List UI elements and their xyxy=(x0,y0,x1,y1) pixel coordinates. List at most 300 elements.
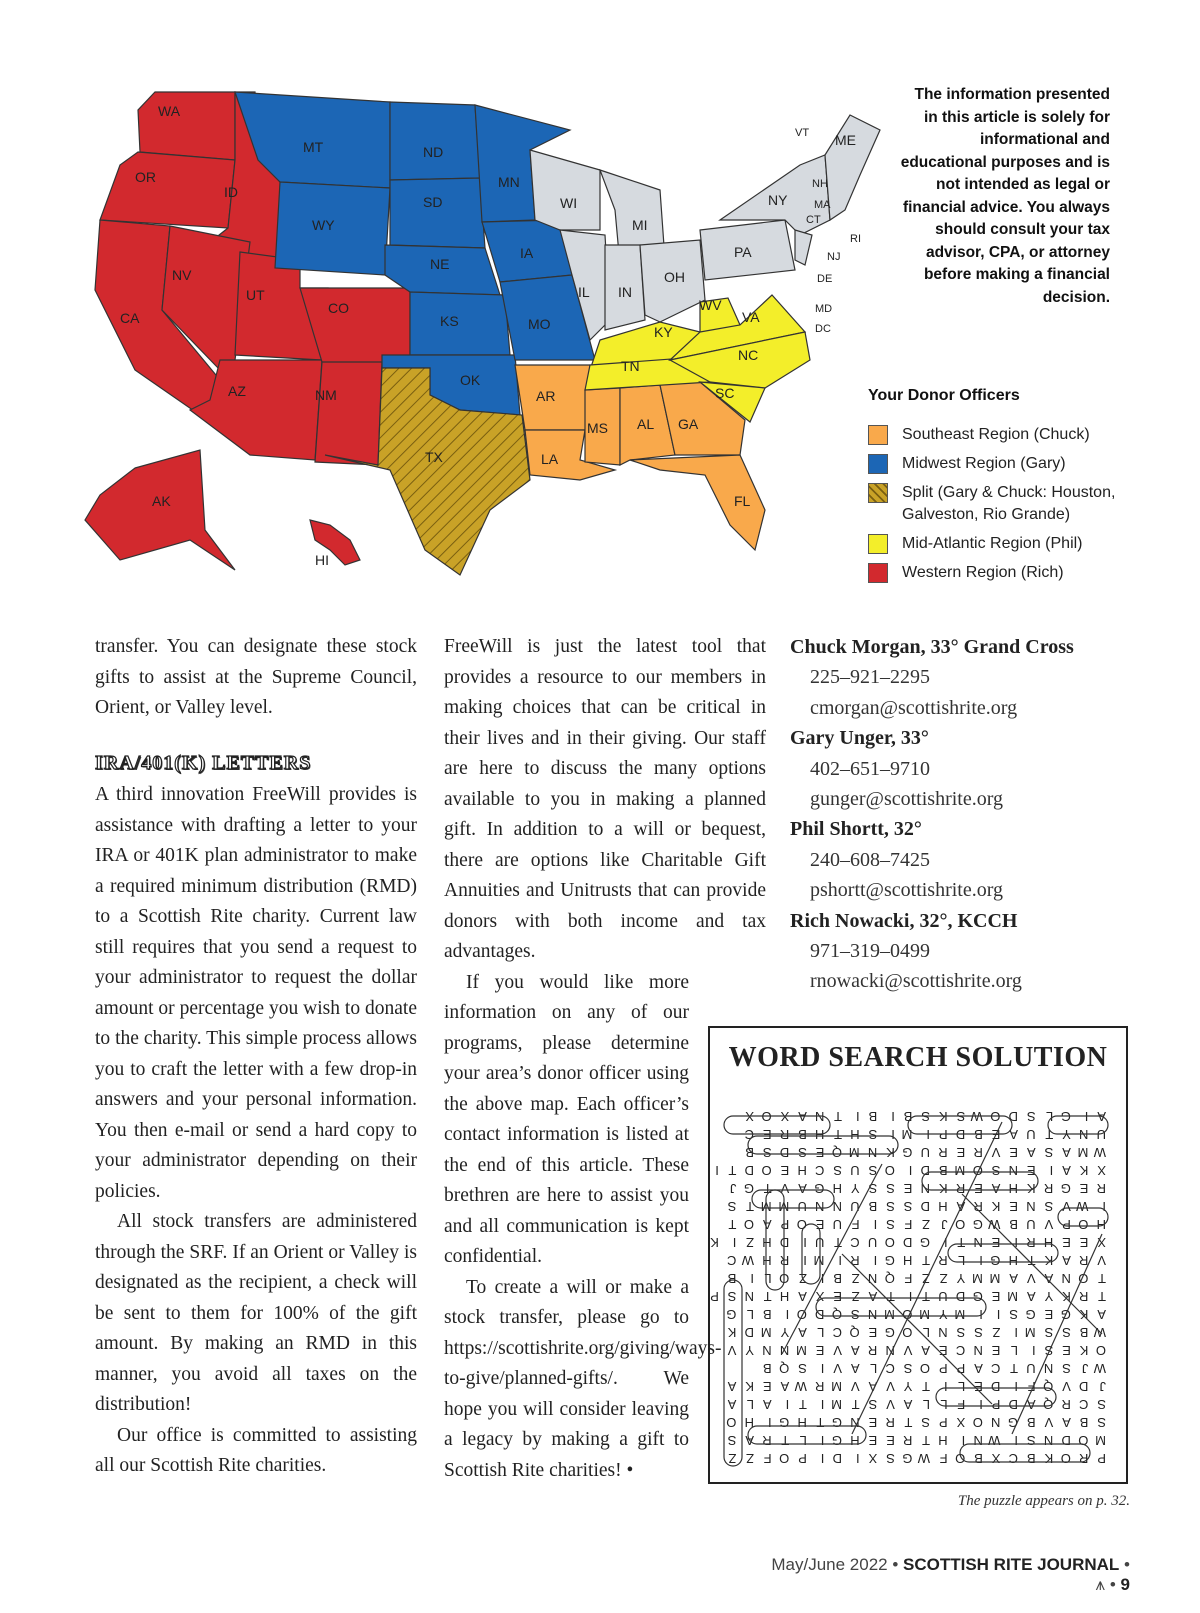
word-search-letter: E xyxy=(1079,1235,1089,1250)
word-search-letter: Y xyxy=(956,1271,966,1286)
word-search-letter: C xyxy=(850,1235,860,1250)
word-search-letter: O xyxy=(761,1163,772,1178)
word-search-letter: N xyxy=(832,1199,842,1214)
word-search-letter: I xyxy=(732,1235,737,1250)
word-search-letter: G xyxy=(814,1181,825,1196)
word-search-letter: E xyxy=(1009,1145,1018,1160)
word-search-letter: N xyxy=(938,1325,948,1340)
word-search-letter: B xyxy=(903,1109,913,1124)
svg-text:CO: CO xyxy=(328,300,349,316)
word-search-letter: B xyxy=(1079,1415,1089,1430)
word-search-letter: N xyxy=(744,1289,754,1304)
contact-name: Rich Nowacki, 32°, KCCH xyxy=(790,909,1018,932)
word-search-letter: A xyxy=(727,1379,737,1394)
svg-text:AK: AK xyxy=(152,493,171,509)
word-search-letter: S xyxy=(886,1199,895,1214)
word-search-letter: A xyxy=(1044,1271,1054,1286)
state-nj xyxy=(795,230,812,265)
word-search-letter: I xyxy=(996,1307,1001,1322)
word-search-letter: O xyxy=(902,1307,913,1322)
state-ne-states xyxy=(825,115,880,220)
svg-text:SC: SC xyxy=(715,385,735,401)
word-search-letter: E xyxy=(815,1145,825,1160)
word-search-letter: Z xyxy=(851,1271,860,1286)
word-search-letter: I xyxy=(1031,1343,1036,1358)
word-search-letter: R xyxy=(779,1253,790,1268)
word-search-letter: S xyxy=(727,1289,737,1304)
word-search-letter: T xyxy=(851,1397,860,1412)
word-search-letter: Z xyxy=(746,1235,754,1250)
word-search-letter: H xyxy=(797,1163,807,1178)
word-search-letter: A xyxy=(956,1199,966,1214)
word-search-letter: O xyxy=(1095,1343,1106,1358)
word-search-letter: M xyxy=(919,1307,930,1322)
word-search-letter: C xyxy=(991,1361,1001,1376)
word-search-letter: S xyxy=(798,1361,807,1376)
word-search-letter: H xyxy=(850,1433,860,1448)
word-search-letter: I xyxy=(1102,1199,1106,1214)
word-search-letter: K xyxy=(1079,1307,1089,1322)
word-search-letter: N xyxy=(815,1199,825,1214)
word-search-letter: A xyxy=(1062,1163,1071,1178)
word-search-letter: N xyxy=(920,1181,930,1196)
word-search-letter: O xyxy=(884,1163,895,1178)
word-search-letter: Y xyxy=(1062,1127,1071,1142)
word-search-letter: S xyxy=(1044,1343,1054,1358)
word-search-letter: C xyxy=(832,1325,842,1340)
svg-text:IA: IA xyxy=(520,245,534,261)
word-search-letter: D xyxy=(920,1163,930,1178)
word-search-letter: S xyxy=(886,1217,895,1232)
word-search-letter: H xyxy=(938,1199,948,1214)
word-search-letter: P xyxy=(780,1217,790,1232)
word-search-letter: V xyxy=(903,1343,913,1358)
word-search-letter: V xyxy=(727,1343,737,1358)
word-search-letter: O xyxy=(743,1217,754,1232)
word-search-letter: T xyxy=(922,1433,930,1448)
word-search-letter: X xyxy=(1097,1163,1106,1178)
word-search-letter: N xyxy=(779,1343,790,1358)
word-search-letter: K xyxy=(745,1379,754,1394)
word-search-letter: T xyxy=(1098,1289,1106,1304)
word-search-letter: B xyxy=(727,1271,737,1286)
word-search-letter: M xyxy=(954,1163,966,1178)
contact-email[interactable]: gunger@scottishrite.org xyxy=(810,788,1004,811)
word-search-letter: O xyxy=(779,1271,790,1286)
word-search-letter: Y xyxy=(850,1181,860,1196)
word-search-letter: I xyxy=(943,1379,948,1394)
word-search-letter: P xyxy=(938,1415,948,1430)
word-search-letter: E xyxy=(991,1235,1001,1250)
word-search-letter: H xyxy=(938,1433,948,1448)
word-search-letter: S xyxy=(956,1109,966,1124)
word-search-letter: S xyxy=(727,1199,737,1214)
contact-phone: 402–651–9710 xyxy=(810,757,930,780)
word-search-letter: H xyxy=(797,1415,807,1430)
word-search-letter: T xyxy=(1010,1361,1018,1376)
word-search-letter: R xyxy=(1043,1181,1054,1196)
word-search-letter: C xyxy=(727,1253,737,1268)
svg-text:GA: GA xyxy=(678,416,699,432)
word-search-letter: I xyxy=(979,1397,983,1412)
word-search-letter: U xyxy=(920,1145,930,1160)
word-search-letter: B xyxy=(868,1109,878,1124)
word-search-letter: B xyxy=(1026,1451,1036,1466)
word-search-letter: E xyxy=(868,1415,878,1430)
word-search-letter: H xyxy=(850,1127,860,1142)
word-search-letter: A xyxy=(798,1109,807,1124)
word-search-letter: O xyxy=(779,1451,790,1466)
word-search-letter: H xyxy=(762,1253,772,1268)
word-search-letter: F xyxy=(763,1451,772,1466)
word-search-letter: A xyxy=(1026,1145,1036,1160)
word-search-letter: A xyxy=(1062,1145,1071,1160)
word-search-letter: I xyxy=(979,1307,983,1322)
svg-text:NC: NC xyxy=(738,347,759,363)
word-search-letter: Q xyxy=(831,1145,842,1160)
word-search-letter: A xyxy=(745,1433,754,1448)
word-search-letter: G xyxy=(831,1433,842,1448)
word-search-letter: M xyxy=(954,1307,966,1322)
word-search-letter: G xyxy=(743,1181,754,1196)
word-search-letter: N xyxy=(867,1307,878,1322)
svg-text:FL: FL xyxy=(734,493,751,509)
legend-item-mid-atlantic xyxy=(868,533,1128,555)
word-search-letter: X xyxy=(956,1415,966,1430)
word-search-letter: S xyxy=(974,1325,983,1340)
word-search-letter: Q xyxy=(1043,1397,1054,1412)
word-search-letter: R xyxy=(1061,1397,1071,1412)
word-search-letter: B xyxy=(1009,1217,1018,1232)
word-search-letter: F xyxy=(904,1217,913,1232)
word-search-letter: X xyxy=(1097,1235,1106,1250)
svg-text:WV: WV xyxy=(699,297,722,313)
word-search-letter: I xyxy=(855,1109,860,1124)
svg-text:KY: KY xyxy=(654,324,673,340)
word-search-letter: X xyxy=(815,1289,825,1304)
legend-item-western xyxy=(868,562,1128,584)
word-search-letter: B xyxy=(974,1127,983,1142)
word-search-letter: U xyxy=(1026,1127,1036,1142)
word-search-letter: C xyxy=(1008,1451,1018,1466)
word-search-letter: P xyxy=(710,1289,719,1304)
word-search-letter: F xyxy=(851,1217,860,1232)
word-search-letter: I xyxy=(908,1289,913,1304)
word-search-letter: N xyxy=(973,1343,983,1358)
svg-text:ND: ND xyxy=(423,144,444,160)
word-search-letter: M xyxy=(778,1199,790,1214)
word-search-letter: G xyxy=(831,1415,842,1430)
word-search-letter: V xyxy=(833,1361,842,1376)
word-search-letter: S xyxy=(868,1163,878,1178)
word-search-letter: M xyxy=(795,1343,807,1358)
word-search-letter: Y xyxy=(1044,1289,1054,1304)
word-search-letter: L xyxy=(799,1433,807,1448)
word-search-letter: B xyxy=(1079,1325,1089,1340)
word-search-letter: G xyxy=(1060,1181,1071,1196)
word-search-letter: M xyxy=(831,1379,842,1394)
word-search-grid xyxy=(710,1104,1114,1474)
word-search-letter: W xyxy=(988,1433,1001,1448)
svg-text:ME: ME xyxy=(835,132,856,148)
word-search-letter: D xyxy=(1008,1109,1018,1124)
word-search-letter: H xyxy=(1008,1181,1018,1196)
word-search-letter: J xyxy=(1099,1379,1106,1394)
word-search-letter: E xyxy=(974,1379,983,1394)
svg-text:MA: MA xyxy=(814,199,831,211)
word-search-letter: S xyxy=(868,1127,878,1142)
legend-swatch xyxy=(868,425,888,445)
word-search-letter: Y xyxy=(780,1325,790,1340)
word-search-letter: E xyxy=(868,1325,878,1340)
word-search-letter: S xyxy=(1097,1415,1106,1430)
word-search-letter: I xyxy=(1014,1325,1018,1340)
word-search-letter: C xyxy=(815,1163,825,1178)
word-search-letter: U xyxy=(832,1217,842,1232)
word-search-letter: R xyxy=(973,1145,983,1160)
svg-text:ID: ID xyxy=(224,184,238,200)
word-search-letter: J xyxy=(729,1181,737,1196)
word-search-letter: F xyxy=(957,1397,966,1412)
word-search-letter: B xyxy=(762,1361,772,1376)
word-search-letter: L xyxy=(764,1271,772,1286)
svg-text:IN: IN xyxy=(618,284,632,300)
word-search-letter: Q xyxy=(1043,1379,1054,1394)
word-search-letter: U xyxy=(850,1163,860,1178)
word-search-letter: L xyxy=(957,1253,966,1268)
svg-text:NV: NV xyxy=(172,267,192,283)
word-search-letter: S xyxy=(1044,1325,1054,1340)
word-search-letter: I xyxy=(855,1451,860,1466)
word-search-letter: H xyxy=(1096,1217,1106,1232)
word-search-letter: E xyxy=(762,1127,772,1142)
word-search-letter: R xyxy=(1096,1181,1106,1196)
word-search-letter: V xyxy=(1044,1217,1054,1232)
word-search-letter: D xyxy=(832,1451,842,1466)
word-search-letter: P xyxy=(1097,1451,1106,1466)
word-search-letter: E xyxy=(833,1289,842,1304)
word-search-letter: W xyxy=(794,1379,807,1394)
word-search-letter: R xyxy=(1079,1289,1089,1304)
word-search-letter: N xyxy=(1008,1163,1018,1178)
word-search-letter: S xyxy=(956,1325,966,1340)
word-search-letter: R xyxy=(1079,1253,1089,1268)
word-search-letter: O xyxy=(919,1361,930,1376)
word-search-letter: I xyxy=(943,1235,948,1250)
word-search-letter: N xyxy=(867,1271,878,1286)
word-search-letter: K xyxy=(991,1199,1001,1214)
word-search-letter: U xyxy=(938,1289,948,1304)
word-search-letter: A xyxy=(1026,1397,1036,1412)
word-search-letter: B xyxy=(974,1451,983,1466)
svg-text:AL: AL xyxy=(637,416,655,432)
word-search-letter: K xyxy=(1044,1451,1054,1466)
paragraph: transfer. You can designate these stock gifts to assist at the Supreme Council, Orient, or Valley level. xyxy=(95,636,417,718)
word-search-letter: N xyxy=(1043,1433,1054,1448)
word-search-letter: D xyxy=(744,1325,754,1340)
word-search-letter: Q xyxy=(884,1271,895,1286)
word-search-letter: K xyxy=(727,1325,737,1340)
word-search-letter: V xyxy=(991,1145,1001,1160)
word-search-letter: M xyxy=(760,1325,772,1340)
word-search-letter: U xyxy=(797,1199,807,1214)
word-search-letter: I xyxy=(891,1109,895,1124)
contact-email[interactable]: rnowacki@scottishrite.org xyxy=(810,970,1022,993)
word-search-letter: M xyxy=(831,1397,842,1412)
word-search-letter: E xyxy=(815,1217,825,1232)
word-search-letter: N xyxy=(762,1343,772,1358)
word-search-letter: L xyxy=(746,1397,754,1412)
word-search-letter: U xyxy=(1096,1127,1106,1142)
article-column-1 xyxy=(95,632,417,1482)
contact-name: Chuck Morgan, 33° Grand Cross xyxy=(790,636,1074,658)
word-search-letter: A xyxy=(762,1217,772,1232)
word-search-letter: L xyxy=(957,1379,966,1394)
word-search-letter: A xyxy=(798,1325,807,1340)
word-search-letter: E xyxy=(938,1343,948,1358)
word-search-letter: D xyxy=(1008,1397,1018,1412)
word-search-letter: A xyxy=(974,1361,983,1376)
word-search-letter: I xyxy=(750,1271,754,1286)
word-search-letter: A xyxy=(903,1397,913,1412)
word-search-letter: Y xyxy=(903,1379,913,1394)
svg-text:WI: WI xyxy=(560,195,578,211)
word-search-letter: N xyxy=(1061,1271,1071,1286)
word-search-letter: R xyxy=(903,1433,913,1448)
word-search-letter: W xyxy=(1093,1145,1106,1160)
legend-label: Western Region (Rich) xyxy=(902,564,1064,581)
word-search-letter: M xyxy=(1007,1289,1018,1304)
contact-email[interactable]: cmorgan@scottishrite.org xyxy=(810,696,1018,719)
word-search-letter: T xyxy=(834,1109,842,1124)
word-search-letter: O xyxy=(972,1163,983,1178)
word-search-letter: I xyxy=(803,1235,807,1250)
word-search-letter: B xyxy=(868,1199,878,1214)
svg-text:AR: AR xyxy=(536,388,556,404)
word-search-letter: I xyxy=(767,1415,772,1430)
word-search-letter: C xyxy=(955,1343,966,1358)
word-search-letter: E xyxy=(868,1433,878,1448)
word-search-letter: N xyxy=(973,1433,983,1448)
word-search-solution-box xyxy=(708,1026,1128,1484)
word-search-letter: M xyxy=(901,1127,913,1142)
word-search-letter: S xyxy=(798,1145,807,1160)
word-search-title: WORD SEARCH SOLUTION xyxy=(728,1042,1108,1073)
word-search-letter: E xyxy=(1026,1163,1036,1178)
paragraph: FreeWill is just the latest tool that provides a resource to our members in making choices that can be critical in their lives and in their giving. Our staff are here to discuss the many options available to you in making a planned gift. In addition to a will or bequest, there are options like Charitable Gift Annuities and Unitrusts that can provide donors with both income and tax advantages. xyxy=(444,636,766,962)
word-search-letter: E xyxy=(991,1289,1001,1304)
svg-text:VA: VA xyxy=(742,309,760,325)
word-search-letter: I xyxy=(715,1163,719,1178)
word-search-letter: P xyxy=(956,1361,966,1376)
word-search-letter: G xyxy=(1060,1109,1071,1124)
word-search-letter: R xyxy=(762,1433,772,1448)
word-search-letter: Z xyxy=(922,1217,930,1232)
word-search-letter: E xyxy=(974,1181,983,1196)
svg-text:CT: CT xyxy=(806,214,821,226)
svg-text:NY: NY xyxy=(768,192,788,208)
svg-text:CA: CA xyxy=(120,310,140,326)
word-search-letter: M xyxy=(971,1271,983,1286)
word-search-letter: O xyxy=(726,1415,737,1430)
word-search-letter: G xyxy=(972,1217,983,1232)
word-search-letter: R xyxy=(779,1127,790,1142)
contact-chuck xyxy=(790,632,1150,723)
word-search-letter: G xyxy=(919,1235,930,1250)
word-search-letter: G xyxy=(884,1325,895,1340)
word-search-letter: S xyxy=(1062,1361,1071,1376)
contact-phone: 240–608–7425 xyxy=(810,848,930,871)
disclaimer-text: The information presented in this article is solely for informational and educational purposes and is not intended as legal or financial advice. You always should consult your tax advisor, CPA, or attorney before making a financial decision. xyxy=(900,86,1110,306)
word-search-letter: R xyxy=(938,1145,948,1160)
page-number: 9 xyxy=(1120,1575,1130,1594)
contact-rich xyxy=(790,906,1150,997)
word-search-letter: T xyxy=(746,1199,754,1214)
svg-text:LA: LA xyxy=(541,451,559,467)
word-search-letter: C xyxy=(744,1127,754,1142)
word-search-letter: I xyxy=(1014,1235,1018,1250)
word-search-letter: V xyxy=(1062,1379,1071,1394)
state-sd xyxy=(390,178,485,248)
svg-text:KS: KS xyxy=(440,313,459,329)
contact-name: Phil Shortt, 32° xyxy=(790,818,922,841)
word-search-letter: D xyxy=(744,1163,754,1178)
word-search-letter: L xyxy=(817,1325,825,1340)
state-wa xyxy=(138,92,235,160)
svg-text:NH: NH xyxy=(812,178,828,190)
word-search-letter: A xyxy=(1062,1415,1071,1430)
svg-text:MD: MD xyxy=(815,303,833,315)
word-search-letter: N xyxy=(850,1415,860,1430)
word-search-letter: S xyxy=(727,1433,737,1448)
word-search-letter: L xyxy=(1045,1109,1054,1124)
word-search-letter: Y xyxy=(745,1343,754,1358)
word-search-letter: S xyxy=(868,1397,878,1412)
word-search-letter: O xyxy=(1078,1271,1089,1286)
word-search-letter: E xyxy=(1079,1181,1089,1196)
word-search-letter: M xyxy=(760,1199,772,1214)
word-search-letter: K xyxy=(1026,1181,1036,1196)
word-search-letter: S xyxy=(921,1415,930,1430)
word-search-letter: O xyxy=(1078,1433,1089,1448)
word-search-letter: O xyxy=(902,1325,913,1340)
word-search-letter: R xyxy=(867,1343,878,1358)
word-search-letter: S xyxy=(1097,1397,1106,1412)
word-search-letter: S xyxy=(1026,1109,1036,1124)
state-nm xyxy=(315,362,382,465)
word-search-letter: T xyxy=(922,1379,930,1394)
word-search-letter: I xyxy=(926,1127,930,1142)
word-search-letter: L xyxy=(746,1307,754,1322)
word-search-letter: V xyxy=(833,1343,842,1358)
word-search-letter: A xyxy=(850,1343,860,1358)
paragraph: If you would like more information on any of our programs, please determine your area’s donor officer using the above map. Each officer’s contact information is listed at the end of this article. These brethren are here to assist you and all communication is kept confidential. xyxy=(444,971,689,1267)
contact-email[interactable]: pshortt@scottishrite.org xyxy=(810,879,1004,902)
section-heading: IRA/401(K) LETTERS xyxy=(95,751,312,774)
word-search-letter: T xyxy=(728,1217,737,1232)
word-search-letter: T xyxy=(816,1415,825,1430)
word-search-letter: S xyxy=(886,1181,895,1196)
word-search-letter: S xyxy=(903,1199,913,1214)
word-search-letter: S xyxy=(762,1145,772,1160)
journal-name: SCOTTISH RITE JOURNAL xyxy=(903,1555,1120,1574)
word-search-letter: E xyxy=(1062,1343,1071,1358)
word-search-letter: B xyxy=(745,1145,754,1160)
word-search-letter: R xyxy=(938,1253,948,1268)
word-search-letter: P xyxy=(991,1397,1001,1412)
word-search-letter: H xyxy=(744,1415,754,1430)
state-or xyxy=(100,152,235,228)
